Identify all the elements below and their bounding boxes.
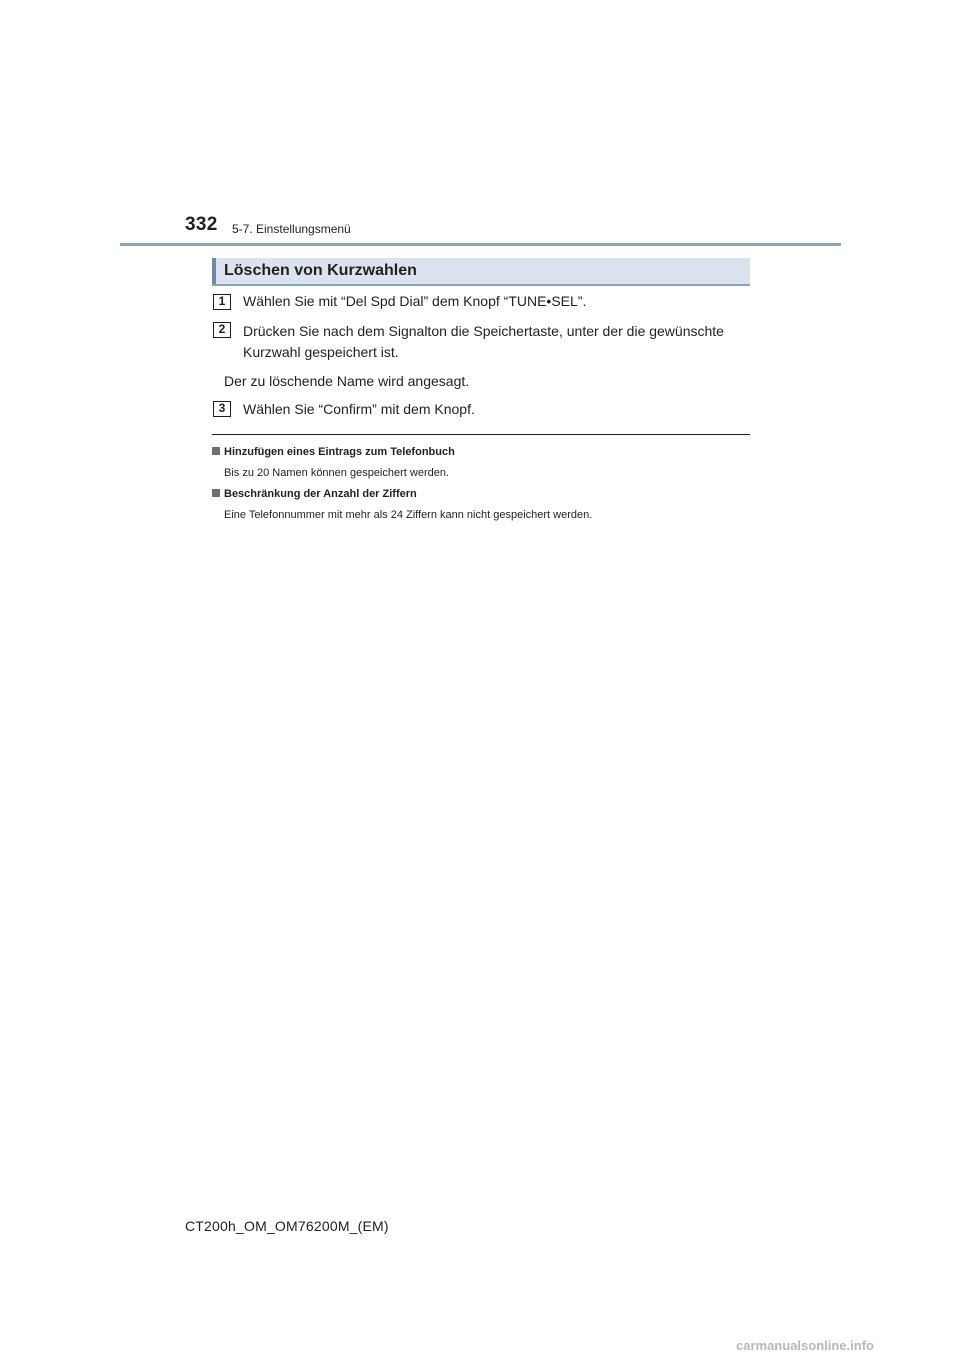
step-badge-2: 2 — [213, 322, 231, 338]
note-heading-2-text: Beschränkung der Anzahl der Ziffern — [224, 488, 417, 500]
note-body-1: Bis zu 20 Namen können gespeichert werden. — [224, 467, 450, 479]
note-heading-1 — [212, 446, 455, 458]
note-body-2: Eine Telefonnummer mit mehr als 24 Ziffern kann nicht gespeichert werden. — [224, 509, 593, 521]
section-title-bar — [212, 258, 750, 286]
header-rule — [120, 243, 841, 246]
section-label: 5-7. Einstellungsmenü — [232, 222, 351, 236]
footer-doc-code: CT200h_OM_OM76200M_(EM) — [185, 1218, 389, 1234]
square-bullet-icon — [212, 447, 220, 455]
note-heading-2 — [212, 488, 417, 500]
step-text-1: Wählen Sie mit “Del Spd Dial” dem Knopf “TUNE•SEL”. — [243, 293, 587, 309]
title-accent — [212, 258, 216, 284]
step-text-2: Drücken Sie nach dem Signalton die Speichertaste, unter der die gewünschte Kurzwahl gespeichert ist. — [243, 323, 724, 360]
step-badge-3: 3 — [213, 401, 231, 417]
step-text-3: Wählen Sie “Confirm” mit dem Knopf. — [243, 401, 475, 417]
square-bullet-icon — [212, 489, 220, 497]
page-number: 332 — [185, 214, 218, 235]
section-title: Löschen von Kurzwahlen — [224, 262, 417, 279]
section-rule — [212, 434, 750, 435]
step-badge-1: 1 — [213, 294, 231, 310]
watermark-link[interactable]: carmanualsonline.info — [736, 1338, 874, 1353]
announcement-text: Der zu löschende Name wird angesagt. — [224, 373, 470, 389]
note-heading-1-text: Hinzufügen eines Eintrags zum Telefonbuch — [224, 446, 455, 458]
